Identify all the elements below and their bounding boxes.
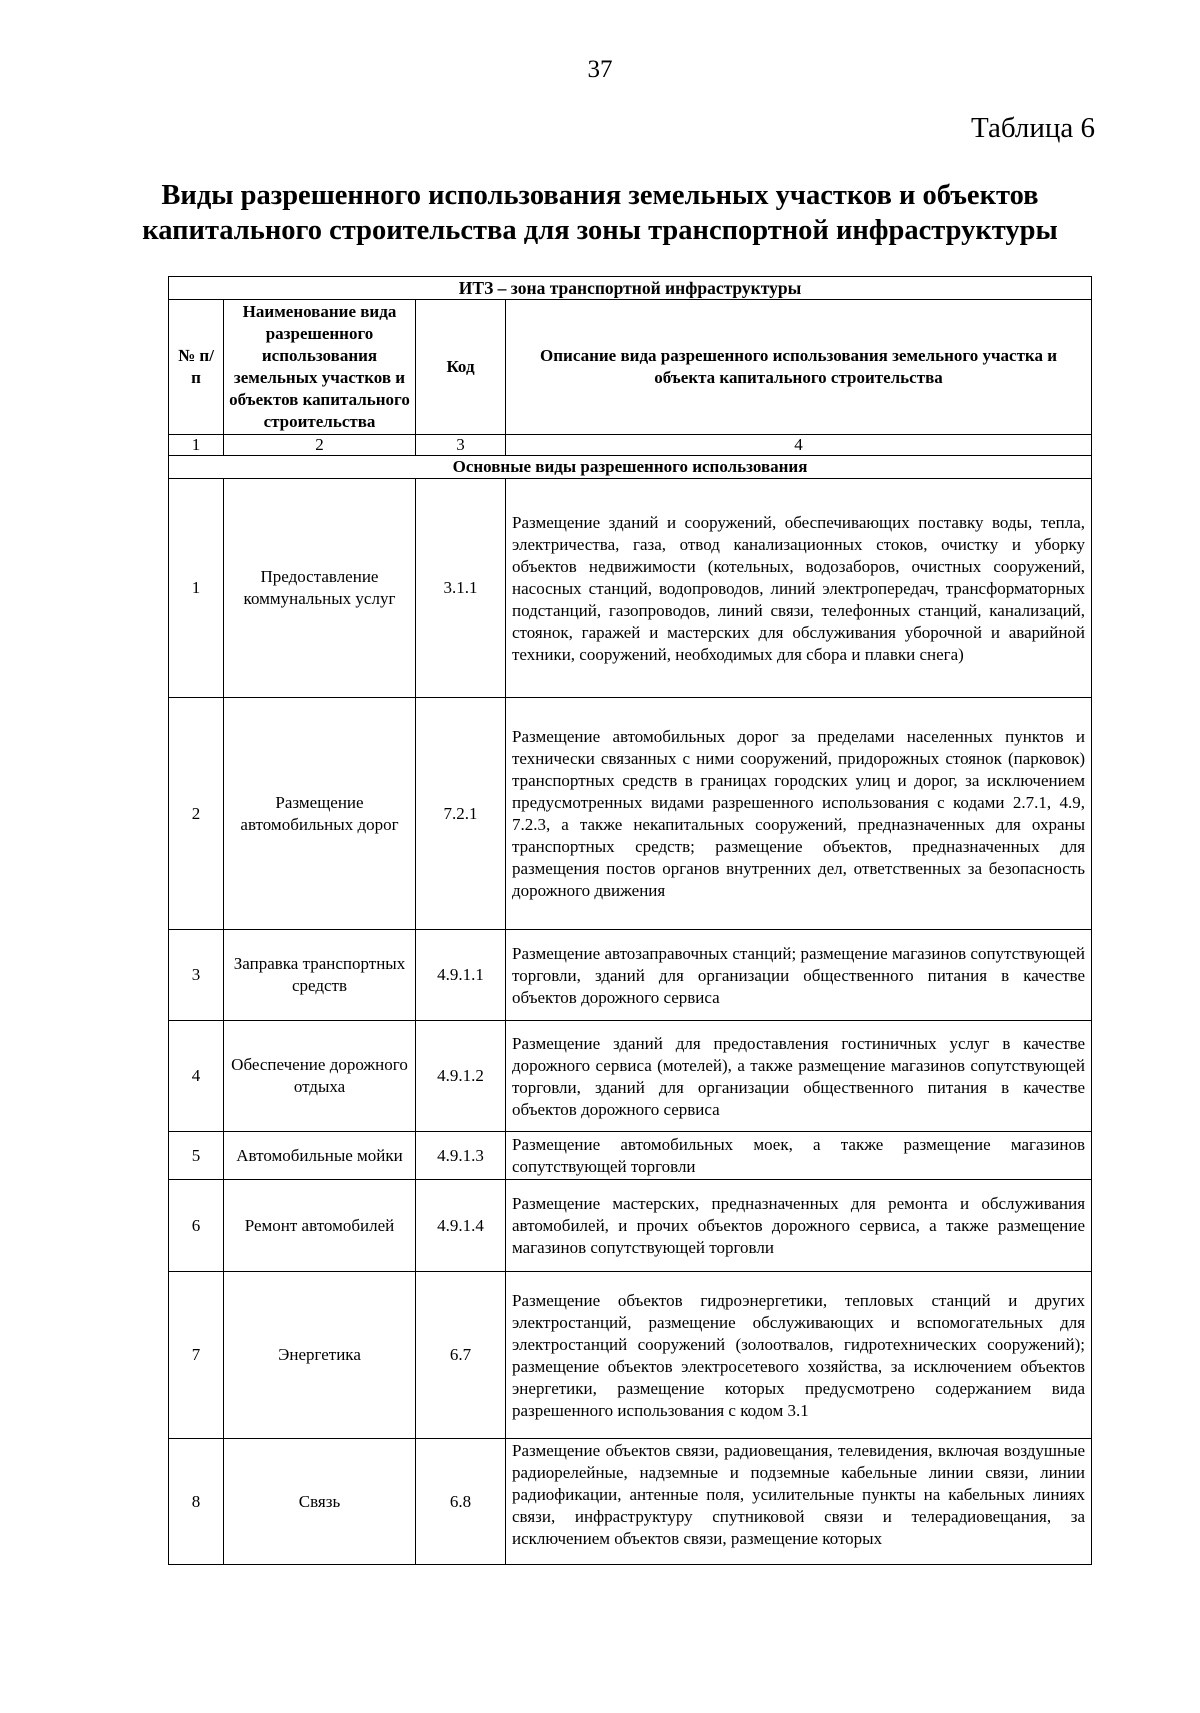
row-code: 4.9.1.2: [416, 1021, 506, 1132]
row-number: 7: [169, 1272, 224, 1439]
header-num: № п/п: [169, 300, 224, 435]
row-name: Заправка транспортных средств: [224, 930, 416, 1021]
row-number: 3: [169, 930, 224, 1021]
header-name: Наименование вида разрешенного использования земельных участков и объектов капитального строительства: [224, 300, 416, 435]
row-description: Размещение зданий и сооружений, обеспечивающих поставку воды, тепла, электричества, газа, отвод канализационных стоков, очистку и уборку объектов недвижимости (котельных, водозаборов, очистных сооружений, насосных станций, водопроводов, линий электропередач, трансформаторных подстанций, газопроводов, линий связи, телефонных станций, канализаций, стоянок, гаражей и мастерских для обслуживания уборочной и аварийной техники, сооружений, необходимых для сбора и плавки снега): [506, 479, 1092, 698]
row-description: Размещение автомобильных моек, а также размещение магазинов сопутствующей торговли: [506, 1132, 1092, 1180]
row-description: Размещение объектов гидроэнергетики, тепловых станций и других электростанций, размещение обслуживающих и вспомогательных для электростанций сооружений (золоотвалов, гидротехнических сооружений); размещение объектов электросетевого хозяйства, за исключением объектов энергетики, размещение которых предусмотрено содержанием вида разрешенного использования с кодом 3.1: [506, 1272, 1092, 1439]
row-code: 4.9.1.4: [416, 1180, 506, 1272]
row-description: Размещение объектов связи, радиовещания, телевидения, включая воздушные радиорелейные, надземные и подземные кабельные линии связи, линии радиофикации, антенные поля, усилительные пункты на кабельных линиях связи, инфраструктуру спутниковой связи и телерадиовещания, за исключением объектов связи, размещение которых: [506, 1439, 1092, 1565]
column-number: 4: [506, 435, 1092, 456]
column-number: 1: [169, 435, 224, 456]
row-name: Ремонт автомобилей: [224, 1180, 416, 1272]
document-title: [0, 178, 1200, 248]
row-number: 6: [169, 1180, 224, 1272]
header-code: Код: [416, 300, 506, 435]
table-row: [169, 1021, 1092, 1132]
row-code: 6.8: [416, 1439, 506, 1565]
column-number: 3: [416, 435, 506, 456]
row-code: 3.1.1: [416, 479, 506, 698]
column-number: 2: [224, 435, 416, 456]
row-code: 4.9.1.1: [416, 930, 506, 1021]
table-row: [169, 1272, 1092, 1439]
row-description: Размещение зданий для предоставления гостиничных услуг в качестве дорожного сервиса (мотелей), а также размещение магазинов сопутствующей торговли, зданий для организации общественного питания в качестве объектов дорожного сервиса: [506, 1021, 1092, 1132]
row-code: 6.7: [416, 1272, 506, 1439]
header-description: Описание вида разрешенного использования земельного участка и объекта капитального строительства: [506, 300, 1092, 435]
row-code: 4.9.1.3: [416, 1132, 506, 1180]
table-row: [169, 479, 1092, 698]
row-description: Размещение мастерских, предназначенных для ремонта и обслуживания автомобилей, и прочих объектов дорожного сервиса, а также размещение магазинов сопутствующей торговли: [506, 1180, 1092, 1272]
table-row: [169, 1439, 1092, 1565]
land-use-table: [168, 276, 1092, 1565]
row-name: Обеспечение дорожного отдыха: [224, 1021, 416, 1132]
row-description: Размещение автозаправочных станций; размещение магазинов сопутствующей торговли, зданий для организации общественного питания в качестве объектов дорожного сервиса: [506, 930, 1092, 1021]
row-name: Предоставление коммунальных услуг: [224, 479, 416, 698]
row-code: 7.2.1: [416, 698, 506, 930]
row-name: Автомобильные мойки: [224, 1132, 416, 1180]
row-name: Размещение автомобильных дорог: [224, 698, 416, 930]
page-number: 37: [587, 56, 613, 83]
row-number: 1: [169, 479, 224, 698]
row-description: Размещение автомобильных дорог за пределами населенных пунктов и технически связанных с ними сооружений, придорожных стоянок (парковок) транспортных средств в границах городских улиц и дорог, за исключением предусмотренных видами разрешенного использования с кодами 2.7.1, 4.9, 7.2.3, а также некапитальных сооружений, предназначенных для охраны транспортных средств; размещение объектов, предназначенных для размещения постов органов внутренних дел, ответственных за безопасность дорожного движения: [506, 698, 1092, 930]
table-row: [169, 1180, 1092, 1272]
row-number: 2: [169, 698, 224, 930]
row-number: 5: [169, 1132, 224, 1180]
row-name: Энергетика: [224, 1272, 416, 1439]
row-number: 4: [169, 1021, 224, 1132]
zone-header: ИТЗ – зона транспортной инфраструктуры: [169, 277, 1092, 300]
zone-header-row: [169, 277, 1092, 300]
table-row: [169, 930, 1092, 1021]
title-line-2: капитального строительства для зоны транспортной инфраструктуры: [142, 215, 1058, 246]
table-label: Таблица 6: [970, 112, 1095, 144]
title-line-1: Виды разрешенного использования земельных участков и объектов: [161, 180, 1039, 211]
row-number: 8: [169, 1439, 224, 1565]
section-row: [169, 456, 1092, 479]
column-header-row: [169, 300, 1092, 435]
column-number-row: [169, 435, 1092, 456]
table-row: [169, 1132, 1092, 1180]
row-name: Связь: [224, 1439, 416, 1565]
section-title: Основные виды разрешенного использования: [169, 456, 1092, 479]
table-row: [169, 698, 1092, 930]
